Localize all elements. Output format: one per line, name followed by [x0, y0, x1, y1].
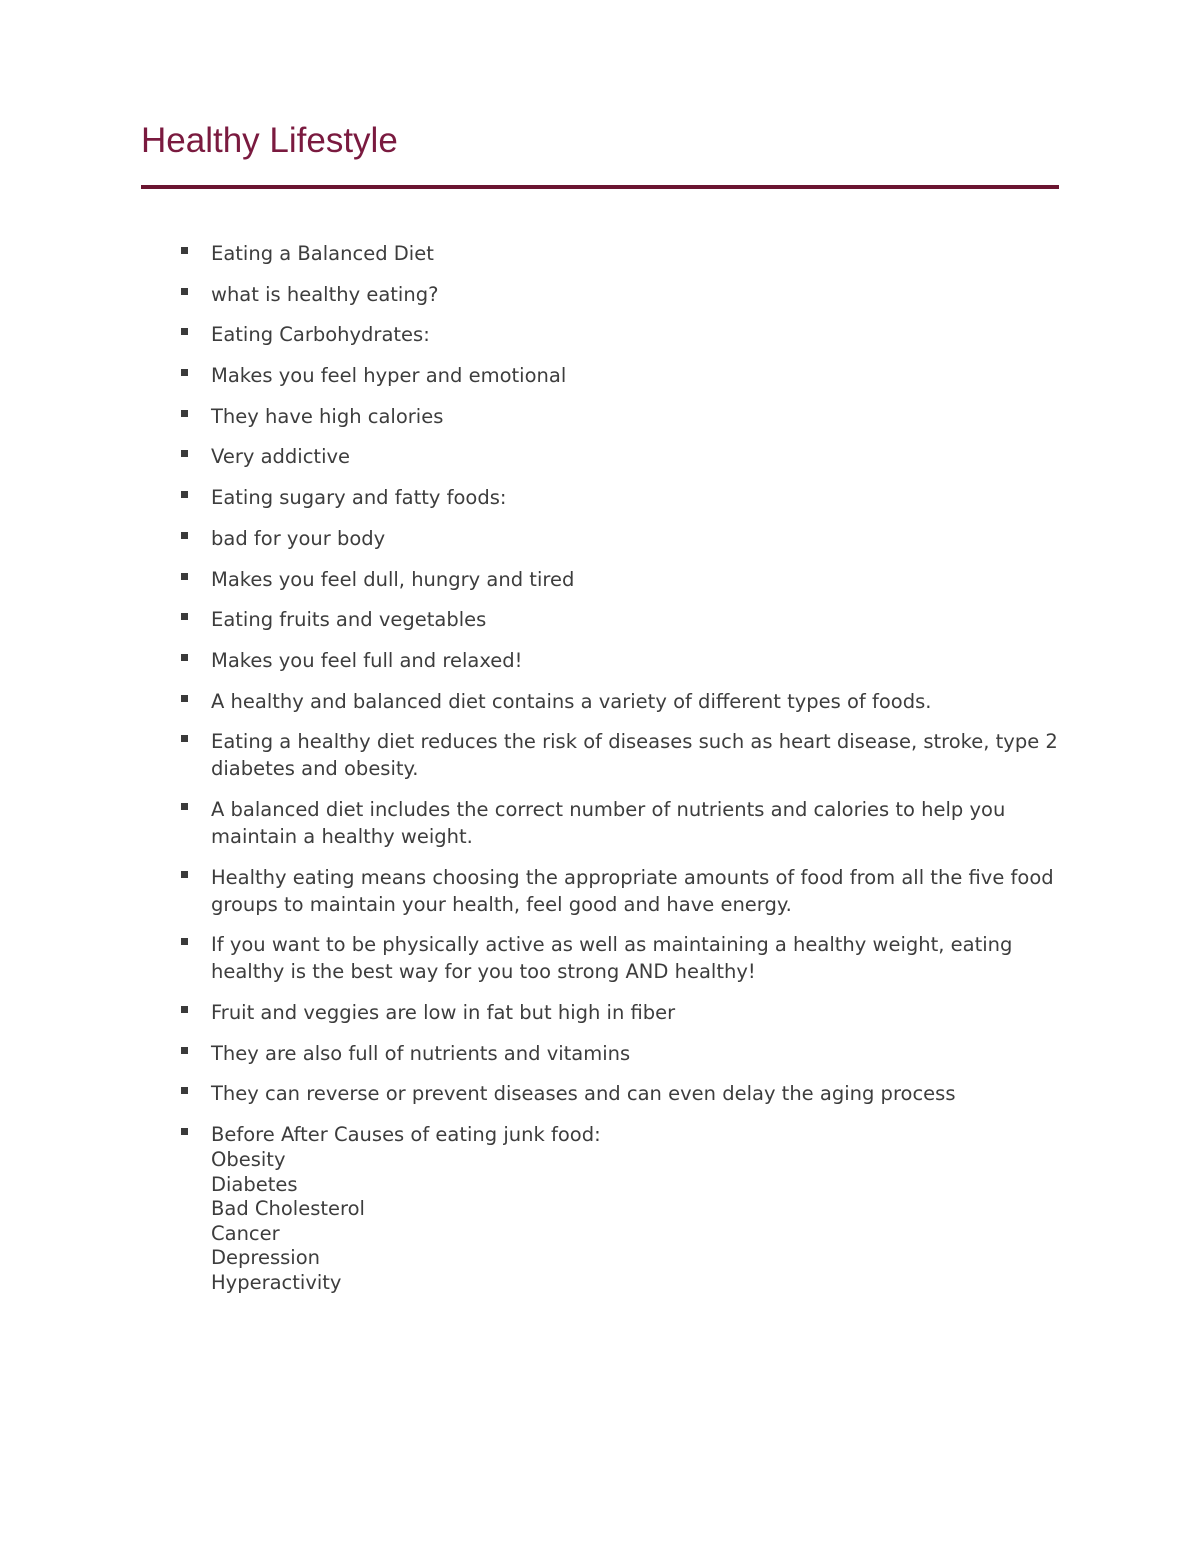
- square-bullet-icon: [181, 871, 188, 878]
- square-bullet-icon: [181, 1128, 188, 1135]
- square-bullet-icon: [181, 410, 188, 417]
- list-item-text: Makes you feel full and relaxed!: [211, 648, 523, 672]
- list-item-text: Makes you feel dull, hungry and tired: [211, 567, 575, 591]
- list-item: [178, 403, 1058, 430]
- list-item: [178, 321, 1058, 348]
- list-item-text: They have high calories: [211, 404, 444, 428]
- square-bullet-icon: [181, 938, 188, 945]
- list-item-text: bad for your body: [211, 526, 386, 550]
- square-bullet-icon: [181, 491, 188, 498]
- cause-line: Hyperactivity: [211, 1271, 342, 1295]
- list-item-text: Eating fruits and vegetables: [211, 608, 487, 632]
- list-item: [178, 443, 1058, 470]
- cause-line: Obesity: [211, 1148, 286, 1172]
- list-item: [178, 1080, 1058, 1107]
- list-item-text: what is healthy eating?: [211, 282, 439, 306]
- title-underline-divider: [141, 185, 1059, 189]
- square-bullet-icon: [181, 450, 188, 457]
- square-bullet-icon: [181, 803, 188, 810]
- list-item: [178, 999, 1058, 1026]
- list-item-text: Before After Causes of eating junk food:: [211, 1123, 601, 1147]
- list-item-text: If you want to be physically active as well as maintaining a healthy weight, eating healthy is the best way for you too strong AND healthy!: [211, 933, 1013, 984]
- list-item-text: Eating Carbohydrates:: [211, 323, 430, 347]
- list-item-text: A balanced diet includes the correct number of nutrients and calories to help you maintain a healthy weight.: [211, 797, 1006, 848]
- square-bullet-icon: [181, 573, 188, 580]
- square-bullet-icon: [181, 1087, 188, 1094]
- square-bullet-icon: [181, 654, 188, 661]
- list-item: [178, 796, 1058, 850]
- list-item: [178, 240, 1058, 267]
- square-bullet-icon: [181, 247, 188, 254]
- list-item-text: Very addictive: [211, 445, 351, 469]
- junk-food-causes-list: [211, 1148, 1058, 1296]
- list-item-text: Eating a Balanced Diet: [211, 242, 434, 265]
- square-bullet-icon: [181, 695, 188, 702]
- list-item: [178, 647, 1058, 674]
- square-bullet-icon: [181, 288, 188, 295]
- list-item: [178, 1121, 1058, 1296]
- list-item-text: A healthy and balanced diet contains a variety of different types of foods.: [211, 689, 932, 713]
- list-item-text: Eating a healthy diet reduces the risk of diseases such as heart disease, stroke, type 2 diabetes and obesity.: [211, 730, 1058, 781]
- cause-line: Cancer: [211, 1221, 280, 1245]
- list-item: [178, 362, 1058, 389]
- list-item: [178, 931, 1058, 985]
- list-item: [178, 864, 1058, 918]
- square-bullet-icon: [181, 613, 188, 620]
- list-item: [178, 281, 1058, 308]
- list-item: [178, 484, 1058, 511]
- square-bullet-icon: [181, 735, 188, 742]
- list-item: [178, 606, 1058, 633]
- square-bullet-icon: [181, 532, 188, 539]
- list-item: [178, 728, 1058, 782]
- list-item: [178, 1040, 1058, 1067]
- square-bullet-icon: [181, 1047, 188, 1054]
- list-item: [178, 688, 1058, 715]
- page-title: Healthy Lifestyle: [141, 121, 398, 160]
- cause-line: Depression: [211, 1246, 321, 1270]
- list-item-text: Makes you feel hyper and emotional: [211, 364, 567, 388]
- list-item: [178, 525, 1058, 552]
- bullet-list: [178, 240, 1058, 1309]
- list-item-text: Healthy eating means choosing the appropriate amounts of food from all the five food groups to maintain your health, feel good and have energy.: [211, 865, 1054, 916]
- cause-line: Bad Cholesterol: [211, 1197, 365, 1221]
- square-bullet-icon: [181, 328, 188, 335]
- list-item-text: Eating sugary and fatty foods:: [211, 486, 507, 510]
- square-bullet-icon: [181, 1006, 188, 1013]
- list-item-text: They can reverse or prevent diseases and can even delay the aging process: [211, 1082, 956, 1106]
- list-item: [178, 566, 1058, 593]
- list-item-text: Fruit and veggies are low in fat but high in fiber: [211, 1001, 676, 1024]
- square-bullet-icon: [181, 369, 188, 376]
- list-item-text: They are also full of nutrients and vitamins: [211, 1041, 631, 1065]
- cause-line: Diabetes: [211, 1172, 298, 1196]
